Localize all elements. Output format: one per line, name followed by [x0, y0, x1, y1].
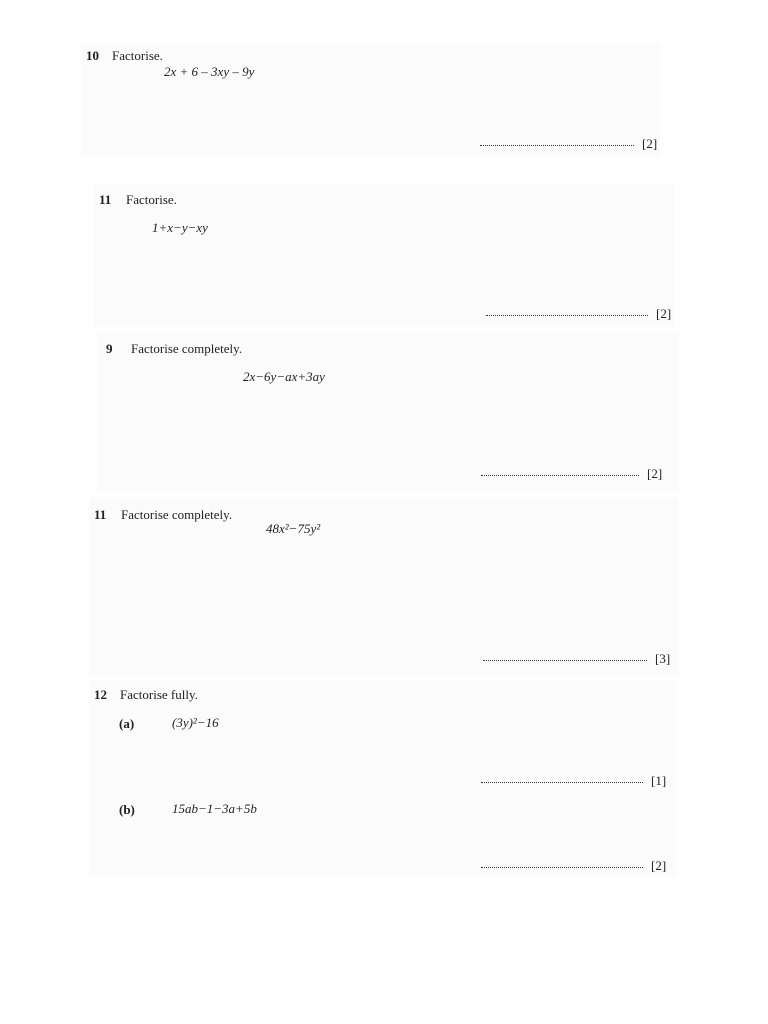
marks-label: [2]: [651, 858, 667, 873]
question-expression: 2x−6y−ax+3ay: [243, 369, 325, 384]
part-expression-a: (3y)²−16: [172, 715, 219, 730]
answer-dots: [481, 867, 643, 868]
question-expression: 2x + 6 – 3xy – 9y: [164, 64, 255, 79]
marks-label: [2]: [656, 306, 672, 321]
answer-line-b[interactable]: [481, 858, 666, 874]
answer-line[interactable]: [483, 651, 670, 667]
question-expression: 48x²−75y²: [266, 521, 321, 536]
question-prompt: Factorise completely.: [131, 341, 243, 356]
question-prompt: Factorise completely.: [121, 507, 233, 522]
question-expression: 1+x−y−xy: [152, 220, 208, 235]
part-expression-b: 15ab−1−3a+5b: [172, 801, 257, 816]
answer-dots: [481, 475, 639, 476]
marks-label: [1]: [651, 773, 667, 788]
question-number: 11: [99, 192, 112, 207]
answer-dots: [486, 315, 648, 316]
question-number: 11: [94, 507, 107, 522]
question-prompt: Factorise fully.: [120, 687, 198, 702]
question-prompt: Factorise.: [112, 48, 163, 63]
answer-line[interactable]: [486, 306, 671, 322]
marks-label: [3]: [655, 651, 671, 666]
part-label-b: (b): [119, 802, 135, 817]
answer-dots: [481, 782, 643, 783]
question-number: 12: [94, 687, 107, 702]
answer-line[interactable]: [481, 466, 662, 482]
question-number: 9: [106, 341, 113, 356]
answer-dots: [480, 145, 634, 146]
marks-label: [2]: [647, 466, 663, 481]
question-number: 10: [86, 48, 99, 63]
question-11-block: [94, 184, 674, 326]
marks-label: [2]: [642, 136, 658, 151]
question-11b-block: [90, 498, 678, 674]
answer-dots: [483, 660, 647, 661]
part-label-a: (a): [119, 716, 135, 731]
answer-line[interactable]: [480, 136, 657, 152]
answer-line-a[interactable]: [481, 773, 666, 789]
question-prompt: Factorise.: [126, 192, 177, 207]
